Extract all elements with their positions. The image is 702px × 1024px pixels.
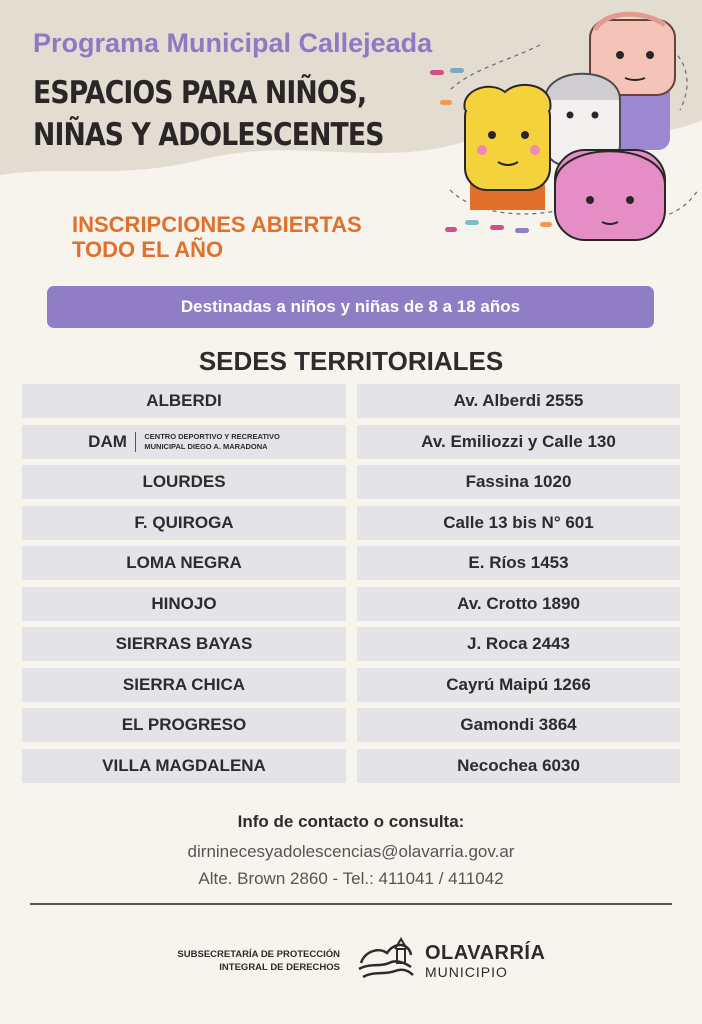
logo-subtitle: MUNICIPIO xyxy=(425,964,508,980)
divider xyxy=(135,432,137,452)
sede-name xyxy=(22,425,346,459)
main-title-line-1: ESPACIOS PARA NIÑOS, xyxy=(33,75,367,111)
table-row xyxy=(22,749,680,783)
logo-name: OLAVARRÍA xyxy=(425,942,546,964)
table-row xyxy=(22,546,680,580)
sedes-title: SEDES TERRITORIALES xyxy=(198,346,504,376)
contact-title: Info de contacto o consulta: xyxy=(237,812,465,831)
dam-full-line-2: MUNICIPAL DIEGO A. MARADONA xyxy=(144,441,268,451)
enrollment-line-2: TODO EL AÑO xyxy=(72,237,224,262)
dam-abbr: DAM xyxy=(88,431,127,451)
main-title xyxy=(33,72,384,156)
table-row xyxy=(22,384,680,418)
faces-illustration xyxy=(430,0,702,250)
subsecretaria-line-1: SUBSECRETARÍA DE PROTECCIÓN xyxy=(177,949,340,960)
sede-address: Av. Crotto 1890 xyxy=(357,587,680,621)
sedes-table xyxy=(22,384,680,789)
child-face-icon xyxy=(464,85,550,210)
table-row xyxy=(22,425,680,459)
program-title: Programa Municipal Callejeada xyxy=(33,28,433,58)
table-row xyxy=(22,627,680,661)
subsecretaria-label xyxy=(150,948,340,974)
sede-address: E. Ríos 1453 xyxy=(357,546,680,580)
sede-address: Necochea 6030 xyxy=(357,749,680,783)
table-row xyxy=(22,668,680,702)
sede-address: J. Roca 2443 xyxy=(357,627,680,661)
enrollment-notice xyxy=(72,212,362,262)
enrollment-line-1: INSCRIPCIONES ABIERTAS xyxy=(72,212,362,237)
age-banner: Destinadas a niños y niñas de 8 a 18 años xyxy=(47,286,654,328)
subsecretaria-line-2: INTEGRAL DE DERECHOS xyxy=(219,962,340,973)
sede-name: LOURDES xyxy=(22,465,346,499)
footer-divider xyxy=(30,903,672,905)
contact-email[interactable]: dirninecesyadolescencias@olavarria.gov.ar xyxy=(187,842,515,861)
table-row xyxy=(22,506,680,540)
table-row xyxy=(22,465,680,499)
sede-address: Fassina 1020 xyxy=(357,465,680,499)
sede-name: VILLA MAGDALENA xyxy=(22,749,346,783)
sede-name: EL PROGRESO xyxy=(22,708,346,742)
dam-full-name xyxy=(144,432,279,451)
olavarria-logo-icon xyxy=(355,933,415,985)
sede-name: SIERRAS BAYAS xyxy=(22,627,346,661)
sede-name: SIERRA CHICA xyxy=(22,668,346,702)
sede-name: LOMA NEGRA xyxy=(22,546,346,580)
dam-label xyxy=(88,432,280,452)
table-row xyxy=(22,708,680,742)
sede-address: Av. Emiliozzi y Calle 130 xyxy=(357,425,680,459)
girl-face-icon xyxy=(555,150,665,240)
contact-address-phone: Alte. Brown 2860 - Tel.: 411041 / 411042 xyxy=(198,869,504,888)
dam-full-line-1: CENTRO DEPORTIVO Y RECREATIVO xyxy=(144,432,280,441)
sede-name: ALBERDI xyxy=(22,384,346,418)
sede-address: Calle 13 bis N° 601 xyxy=(357,506,680,540)
contact-section xyxy=(0,812,702,892)
sede-address: Gamondi 3864 xyxy=(357,708,680,742)
table-row xyxy=(22,587,680,621)
sede-address: Av. Alberdi 2555 xyxy=(357,384,680,418)
sede-name: F. QUIROGA xyxy=(22,506,346,540)
sede-name: HINOJO xyxy=(22,587,346,621)
main-title-line-2: NIÑAS Y ADOLESCENTES xyxy=(33,117,384,153)
sede-address: Cayrú Maipú 1266 xyxy=(357,668,680,702)
